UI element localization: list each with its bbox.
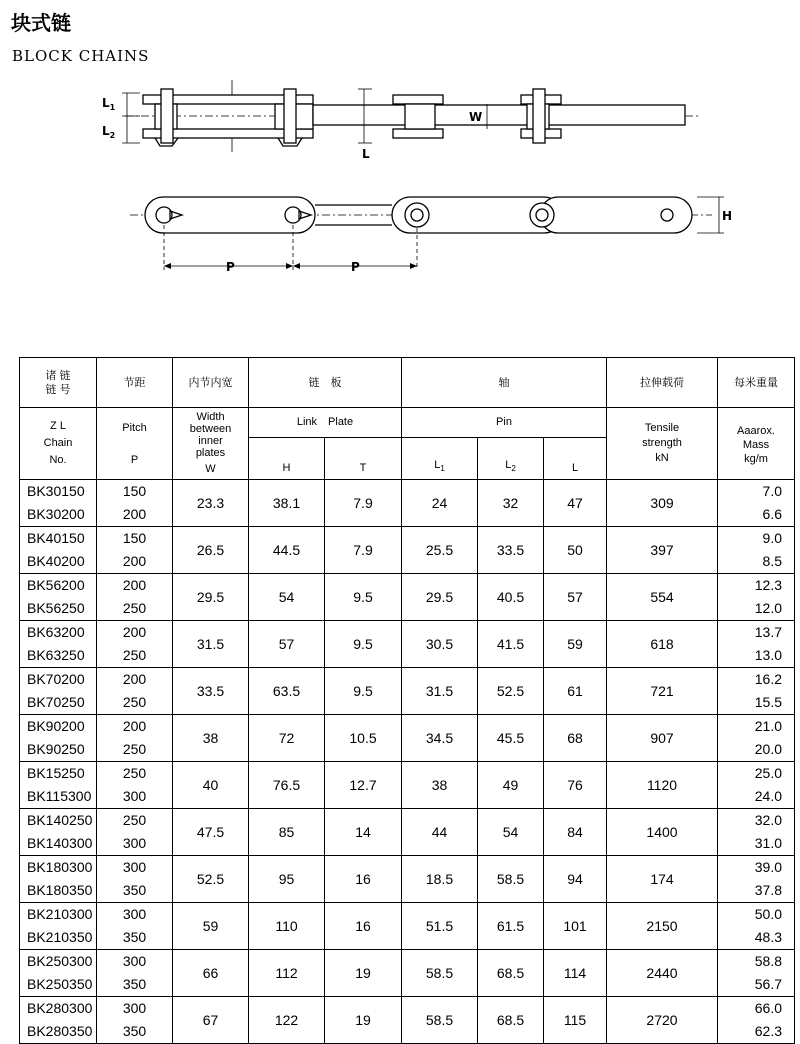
tensile-value: 397 <box>607 527 718 574</box>
plate-h-value: 38.1 <box>249 480 325 527</box>
chain-model: BK140250 <box>27 812 93 828</box>
chain-model: BK15250 <box>27 765 85 781</box>
tensile-value: 907 <box>607 715 718 762</box>
tensile-value: 309 <box>607 480 718 527</box>
width-value: 26.5 <box>173 527 249 574</box>
mass-value: 48.3 <box>754 929 782 945</box>
chain-model-cell <box>20 715 97 762</box>
chain-model: BK115300 <box>27 788 92 804</box>
diagram-label-p2: P <box>351 260 360 274</box>
mass-value: 56.7 <box>754 976 782 992</box>
pitch-cell <box>97 809 173 856</box>
diagram-label-l1: $L_1$ <box>102 96 116 112</box>
chain-model-cell <box>20 621 97 668</box>
pin-l2-value: 40.5 <box>478 574 544 621</box>
width-value: 59 <box>173 903 249 950</box>
header-pin-cn: 轴 <box>402 358 607 408</box>
pitch-cell <box>97 527 173 574</box>
header-width-cn: 内节内宽 <box>173 358 249 408</box>
pitch-value: 250 <box>122 647 147 663</box>
mass-value: 24.0 <box>754 788 782 804</box>
header-pitch-en-label: Pitch <box>122 421 147 434</box>
header-l2: $L_2$ <box>478 438 544 480</box>
pitch-cell <box>97 621 173 668</box>
header-pitch-cn: 节距 <box>97 358 173 408</box>
plate-h-value: 110 <box>249 903 325 950</box>
chain-model-cell <box>20 668 97 715</box>
diagram-label-l2: $L_2$ <box>102 124 116 140</box>
plate-t-value: 19 <box>325 950 402 997</box>
chain-model: BK56200 <box>27 577 85 593</box>
pitch-value: 200 <box>122 624 147 640</box>
chain-model: BK280300 <box>27 1000 93 1016</box>
mass-value: 13.0 <box>754 647 782 663</box>
pitch-value: 300 <box>122 859 147 875</box>
chain-model: BK30200 <box>27 506 85 522</box>
pitch-value: 200 <box>122 671 147 687</box>
mass-cell <box>718 668 795 715</box>
pitch-value: 300 <box>122 906 147 922</box>
pin-l2-value: 32 <box>478 480 544 527</box>
pitch-value: 350 <box>122 882 147 898</box>
pitch-value: 350 <box>122 1023 147 1039</box>
pitch-cell <box>97 997 173 1044</box>
chain-model: BK40150 <box>27 530 85 546</box>
chain-model: BK250300 <box>27 953 93 969</box>
tensile-value: 618 <box>607 621 718 668</box>
pitch-value: 250 <box>122 600 147 616</box>
mass-value: 25.0 <box>754 765 782 781</box>
header-width-en <box>173 408 249 480</box>
mass-value: 66.0 <box>754 1000 782 1016</box>
plate-t-value: 7.9 <box>325 480 402 527</box>
header-mass-cn: 每米重量 <box>718 358 795 408</box>
diagram-label-p1: P <box>226 260 235 274</box>
chain-model: BK90200 <box>27 718 85 734</box>
header-mass-en: Aaarox. Mass kg/m <box>718 408 795 480</box>
pitch-value: 250 <box>122 741 147 757</box>
mass-value: 39.0 <box>754 859 782 875</box>
header-h: H <box>249 438 325 480</box>
pitch-cell <box>97 715 173 762</box>
tensile-value: 2150 <box>607 903 718 950</box>
pitch-cell <box>97 950 173 997</box>
chain-model: BK210350 <box>27 929 93 945</box>
pitch-value: 350 <box>122 976 147 992</box>
mass-value: 9.0 <box>762 530 782 546</box>
table-row <box>20 762 795 809</box>
plate-h-value: 95 <box>249 856 325 903</box>
diagram-label-w: W <box>469 110 483 124</box>
tensile-value: 721 <box>607 668 718 715</box>
mass-cell <box>718 856 795 903</box>
pitch-cell <box>97 574 173 621</box>
mass-value: 12.0 <box>754 600 782 616</box>
pitch-value: 250 <box>122 765 147 781</box>
pin-l1-value: 38 <box>402 762 478 809</box>
tensile-value: 2440 <box>607 950 718 997</box>
mass-cell <box>718 762 795 809</box>
pin-l-value: 115 <box>544 997 607 1044</box>
pitch-value: 200 <box>122 577 147 593</box>
pin-l1-value: 34.5 <box>402 715 478 762</box>
pin-l1-value: 25.5 <box>402 527 478 574</box>
width-value: 38 <box>173 715 249 762</box>
pin-l2-value: 45.5 <box>478 715 544 762</box>
chain-model: BK70250 <box>27 694 85 710</box>
chain-model: BK180350 <box>27 882 93 898</box>
plate-t-value: 19 <box>325 997 402 1044</box>
mass-value: 13.7 <box>754 624 782 640</box>
table-row <box>20 668 795 715</box>
table-row <box>20 527 795 574</box>
plate-h-value: 72 <box>249 715 325 762</box>
mass-value: 37.8 <box>754 882 782 898</box>
mass-value: 12.3 <box>754 577 782 593</box>
header-tensile-en: Tensile strength kN <box>607 408 718 480</box>
pin-l-value: 57 <box>544 574 607 621</box>
header-pin-en: Pin <box>402 408 607 438</box>
plate-t-value: 12.7 <box>325 762 402 809</box>
table-row <box>20 950 795 997</box>
pin-l1-value: 29.5 <box>402 574 478 621</box>
tensile-value: 174 <box>607 856 718 903</box>
plate-h-value: 63.5 <box>249 668 325 715</box>
chain-model-cell <box>20 762 97 809</box>
header-chain-cn: 诸 链 链 号 <box>20 358 97 408</box>
table-row <box>20 621 795 668</box>
pin-l1-value: 31.5 <box>402 668 478 715</box>
mass-cell <box>718 574 795 621</box>
plate-h-value: 44.5 <box>249 527 325 574</box>
mass-cell <box>718 809 795 856</box>
pin-l-value: 68 <box>544 715 607 762</box>
chain-spec-table <box>19 357 795 1044</box>
header-pitch-en <box>97 408 173 480</box>
chain-model: BK250350 <box>27 976 93 992</box>
width-value: 66 <box>173 950 249 997</box>
mass-value: 6.6 <box>762 506 782 522</box>
pin-l-value: 114 <box>544 950 607 997</box>
chain-model: BK63200 <box>27 624 85 640</box>
width-value: 23.3 <box>173 480 249 527</box>
diagram-label-h: H <box>722 209 733 223</box>
plate-t-value: 10.5 <box>325 715 402 762</box>
mass-value: 8.5 <box>762 553 782 569</box>
pitch-value: 300 <box>122 953 147 969</box>
header-chain-en: Z L Chain No. <box>20 408 97 480</box>
pitch-value: 200 <box>122 506 147 522</box>
pitch-value: 350 <box>122 929 147 945</box>
chain-model-cell <box>20 574 97 621</box>
pitch-value: 150 <box>122 530 147 546</box>
mass-value: 58.8 <box>754 953 782 969</box>
table-row <box>20 809 795 856</box>
mass-value: 15.5 <box>754 694 782 710</box>
chain-side-view <box>122 80 700 152</box>
plate-t-value: 9.5 <box>325 621 402 668</box>
width-value: 40 <box>173 762 249 809</box>
header-pitch-symbol: P <box>130 453 139 466</box>
pitch-cell <box>97 668 173 715</box>
mass-value: 16.2 <box>754 671 782 687</box>
width-value: 52.5 <box>173 856 249 903</box>
pitch-value: 150 <box>122 483 147 499</box>
chain-model-cell <box>20 950 97 997</box>
pin-l1-value: 30.5 <box>402 621 478 668</box>
mass-value: 32.0 <box>754 812 782 828</box>
chain-model-cell <box>20 809 97 856</box>
tensile-value: 1120 <box>607 762 718 809</box>
plate-h-value: 112 <box>249 950 325 997</box>
page-title-english: BLOCK CHAINS <box>12 47 150 65</box>
tensile-value: 1400 <box>607 809 718 856</box>
chain-model: BK30150 <box>27 483 85 499</box>
table-row <box>20 480 795 527</box>
mass-value: 21.0 <box>754 718 782 734</box>
table-row <box>20 574 795 621</box>
pin-l1-value: 58.5 <box>402 950 478 997</box>
chain-model: BK63250 <box>27 647 85 663</box>
pin-l-value: 50 <box>544 527 607 574</box>
pitch-value: 300 <box>122 835 147 851</box>
width-value: 67 <box>173 997 249 1044</box>
chain-front-view <box>130 197 724 270</box>
mass-cell <box>718 621 795 668</box>
mass-value: 20.0 <box>754 741 782 757</box>
header-width-symbol: W <box>205 463 216 475</box>
pin-l2-value: 61.5 <box>478 903 544 950</box>
pin-l2-value: 68.5 <box>478 997 544 1044</box>
header-plate-en: Link Plate <box>249 408 402 438</box>
chain-model-cell <box>20 903 97 950</box>
pitch-cell <box>97 856 173 903</box>
plate-h-value: 54 <box>249 574 325 621</box>
pin-l2-value: 33.5 <box>478 527 544 574</box>
mass-cell <box>718 903 795 950</box>
width-value: 47.5 <box>173 809 249 856</box>
pin-l-value: 84 <box>544 809 607 856</box>
pin-l-value: 59 <box>544 621 607 668</box>
width-value: 29.5 <box>173 574 249 621</box>
pin-l1-value: 51.5 <box>402 903 478 950</box>
chain-model: BK180300 <box>27 859 93 875</box>
pin-l1-value: 18.5 <box>402 856 478 903</box>
chain-model-cell <box>20 480 97 527</box>
mass-value: 62.3 <box>754 1023 782 1039</box>
header-plate-cn: 链 板 <box>249 358 402 408</box>
pin-l2-value: 58.5 <box>478 856 544 903</box>
chain-model: BK210300 <box>27 906 93 922</box>
pin-l1-value: 58.5 <box>402 997 478 1044</box>
width-value: 33.5 <box>173 668 249 715</box>
pin-l-value: 76 <box>544 762 607 809</box>
pin-l1-value: 24 <box>402 480 478 527</box>
page-title-chinese: 块式链 <box>11 11 71 35</box>
tensile-value: 554 <box>607 574 718 621</box>
mass-cell <box>718 997 795 1044</box>
chain-model-cell <box>20 856 97 903</box>
table-row <box>20 997 795 1044</box>
header-width-en-label: Width between inner plates <box>189 411 232 459</box>
plate-t-value: 14 <box>325 809 402 856</box>
pitch-value: 300 <box>122 1000 147 1016</box>
chain-model: BK140300 <box>27 835 93 851</box>
pin-l-value: 61 <box>544 668 607 715</box>
mass-value: 31.0 <box>754 835 782 851</box>
table-row <box>20 856 795 903</box>
plate-h-value: 57 <box>249 621 325 668</box>
plate-t-value: 7.9 <box>325 527 402 574</box>
pitch-value: 250 <box>122 694 147 710</box>
plate-t-value: 9.5 <box>325 574 402 621</box>
diagram-label-l: L <box>362 147 370 161</box>
pitch-value: 200 <box>122 718 147 734</box>
pin-l-value: 101 <box>544 903 607 950</box>
pin-l-value: 94 <box>544 856 607 903</box>
pin-l2-value: 54 <box>478 809 544 856</box>
chain-model: BK90250 <box>27 741 85 757</box>
header-l: L <box>544 438 607 480</box>
header-l1: $L_1$ <box>402 438 478 480</box>
pitch-value: 200 <box>122 553 147 569</box>
pin-l2-value: 49 <box>478 762 544 809</box>
plate-h-value: 76.5 <box>249 762 325 809</box>
mass-cell <box>718 480 795 527</box>
pin-l2-value: 41.5 <box>478 621 544 668</box>
mass-value: 7.0 <box>762 483 782 499</box>
table-row <box>20 903 795 950</box>
plate-t-value: 16 <box>325 856 402 903</box>
chain-model: BK56250 <box>27 600 85 616</box>
table-row <box>20 715 795 762</box>
chain-model: BK70200 <box>27 671 85 687</box>
mass-value: 50.0 <box>754 906 782 922</box>
plate-t-value: 9.5 <box>325 668 402 715</box>
chain-model-cell <box>20 527 97 574</box>
chain-diagram <box>0 70 800 280</box>
header-tensile-cn: 拉伸载荷 <box>607 358 718 408</box>
pin-l2-value: 68.5 <box>478 950 544 997</box>
pitch-cell <box>97 480 173 527</box>
mass-cell <box>718 950 795 997</box>
chain-model-cell <box>20 997 97 1044</box>
plate-t-value: 16 <box>325 903 402 950</box>
mass-cell <box>718 527 795 574</box>
pitch-cell <box>97 762 173 809</box>
chain-model: BK40200 <box>27 553 85 569</box>
mass-cell <box>718 715 795 762</box>
pitch-value: 250 <box>122 812 147 828</box>
width-value: 31.5 <box>173 621 249 668</box>
pin-l2-value: 52.5 <box>478 668 544 715</box>
pin-l1-value: 44 <box>402 809 478 856</box>
tensile-value: 2720 <box>607 997 718 1044</box>
chain-model: BK280350 <box>27 1023 93 1039</box>
header-t: T <box>325 438 402 480</box>
plate-h-value: 122 <box>249 997 325 1044</box>
pitch-cell <box>97 903 173 950</box>
pin-l-value: 47 <box>544 480 607 527</box>
pitch-value: 300 <box>122 788 147 804</box>
plate-h-value: 85 <box>249 809 325 856</box>
